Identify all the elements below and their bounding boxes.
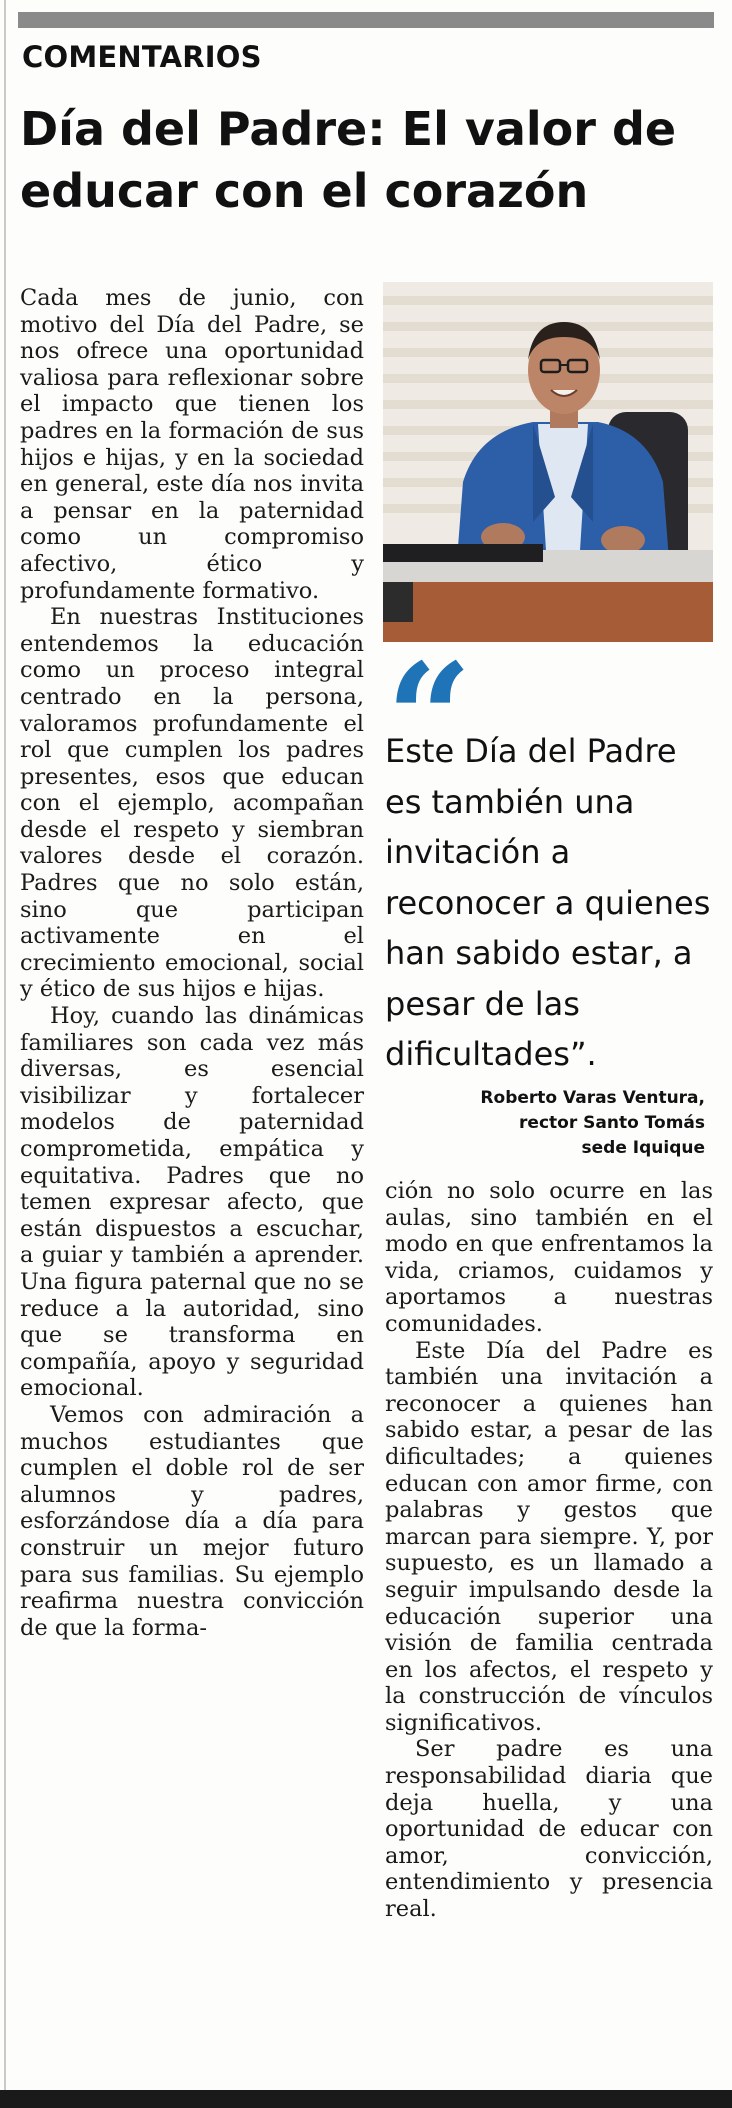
paragraph: Vemos con admiración a muchos estudiantes que cumplen el doble rol de ser alumnos y padres, esforzándose día a día para construir un mejor futuro para sus familias. Su ejemplo reafirma nuestra convicción de que la forma- xyxy=(20,1401,364,1641)
author-photo-illustration xyxy=(383,282,713,642)
paragraph: ción no solo ocurre en las aulas, sino también en el modo en que enfrentamos la vida, criamos, cuidamos y aportamos a nuestras comunidades. xyxy=(385,1178,713,1337)
quote-mark-icon: “ xyxy=(386,644,473,736)
page-edge-line xyxy=(4,0,6,2108)
body-column-right xyxy=(385,1178,713,1923)
bottom-rule xyxy=(0,2090,732,2108)
paragraph: Ser padre es una responsabilidad diaria que deja huella, y una oportunidad de educar con amor, convicción, entendimiento y presencia real. xyxy=(385,1736,713,1923)
attribution-role: rector Santo Tomás xyxy=(519,1113,705,1133)
paragraph: Cada mes de junio, con motivo del Día del Padre, se nos ofrece una oportunidad valiosa para reflexionar sobre el impacto que tienen los padres en la formación de sus hijos e hijas, y en la sociedad en general, este día nos invita a pensar en la paternidad como un compromiso afectivo, ético y profundamente formativo. xyxy=(20,285,364,604)
body-column-left xyxy=(20,285,364,1641)
attribution-name: Roberto Varas Ventura, xyxy=(480,1088,705,1108)
top-rule xyxy=(18,12,714,28)
attribution xyxy=(440,1086,705,1161)
paragraph: Este Día del Padre es también una invitación a reconocer a quienes han sabido estar, a pesar de las dificultades; a quienes educan con amor firme, con palabras y gestos que marcan para siempre. Y, por supuesto, es un llamado a seguir impulsando desde la educación superior una visión de familia centrada en los afectos, el respeto y la construcción de vínculos significativos. xyxy=(385,1337,713,1736)
paragraph: En nuestras Instituciones entendemos la educación como un proceso integral centrado en la persona, valoramos profundamente el rol que cumplen los padres presentes, esos que educan con el ejemplo, acompañan desde el respeto y siembran valores desde el corazón. Padres que no solo están, sino que participan activamente en el crecimiento emocional, social y ético de sus hijos e hijas. xyxy=(20,604,364,1003)
pull-quote: Este Día del Padre es también una invitación a reconocer a quienes han sabido estar, a pesar de las dificultades”. xyxy=(385,732,711,1073)
author-photo xyxy=(383,282,713,642)
paragraph: Hoy, cuando las dinámicas familiares son cada vez más diversas, es esencial visibilizar y fortalecer modelos de paternidad comprometida, empática y equitativa. Padres que no temen expresar afecto, que están dispuestos a escuchar, a guiar y también a aprender. Una figura paternal que no se reduce a la autoridad, sino que se transforma en compañía, apoyo y seguridad emocional. xyxy=(20,1003,364,1402)
attribution-place: sede Iquique xyxy=(581,1138,705,1158)
headline: Día del Padre: El valor de educar con el corazón xyxy=(20,102,677,218)
section-label: COMENTARIOS xyxy=(22,40,262,74)
